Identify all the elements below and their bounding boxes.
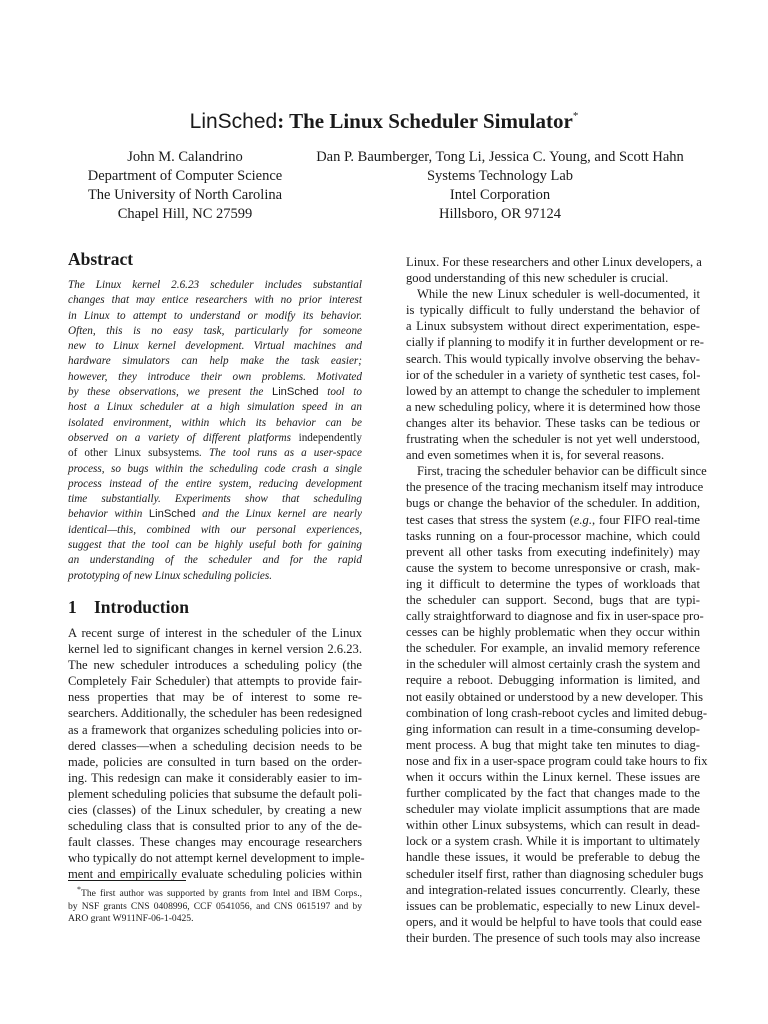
abstract-body [68,278,362,584]
abstract-fragment: behavior within [68,508,149,521]
body-fragment: test cases that stress the system ( [406,512,574,527]
body-line: nose and fix in a user-space program could take hours to fix [406,753,708,768]
body-line: search. This would typically involve observing the behav- [406,351,700,366]
right-column [406,254,708,946]
abstract-line: however, they introduce their own problems. Motivated [68,370,362,383]
paragraph [406,286,704,463]
body-line: First, tracing the scheduler behavior can be difficult since [417,464,707,479]
footnote [68,880,362,926]
abstract-line: process, so bugs within the scheduling code crash a single [68,462,362,475]
abstract-fragment: by these observations, we present the [68,386,272,399]
body-line: While the new Linux scheduler is well-documented, it [417,287,700,302]
body-line: further complicated by the fact that changes made to the [406,786,700,801]
body-line: opers, and it would be helpful to have tools that could ease [406,914,702,929]
abstract-line: new to Linux kernel development. Virtual machines and [68,340,362,353]
footnote-line: ARO grant W911NF-06-1-0425. [68,913,194,925]
footnote-rule [68,880,186,881]
body-fragment-italic: e.g. [573,512,592,527]
abstract-fragment: observed on a variety of different platforms [68,431,299,444]
body-line: combination of long crash-reboot cycles and limited debug- [406,705,708,720]
body-line: cally straightforward to diagnose and fix in user-space pro- [406,609,704,624]
intro-line: who typically do not attempt kernel development to imple- [68,851,365,866]
body-line: within other Linux subsystems, which can result in dead- [406,818,700,833]
body-line: tasks running on a four-processor machine, which could [406,528,700,543]
body-line: scheduler itself first, rather than diagnosing scheduler bugs [406,866,704,881]
paragraph [406,463,708,946]
body-line: cially if planning to modify it in further development or re- [406,335,704,350]
abstract-line: time substantially. Experiments show that scheduling [68,493,362,506]
paper-title [0,103,768,135]
intro-line: ness properties that may be of interest to some re- [68,690,362,705]
abstract-line [68,431,362,446]
abstract-line: host a Linux scheduler at a high simulation speed in an [68,401,362,414]
introduction-body [68,625,365,883]
body-line: prevent all other tasks from executing indefinitely) may [406,544,700,559]
body-line: good understanding of this new scheduler is crucial. [406,271,669,286]
author-affiliation-line: Chapel Hill, NC 27599 [117,206,253,222]
intro-line: Completely Fair Scheduler) that attempts to provide fair- [68,674,362,689]
abstract-line [68,507,362,522]
abstract-line: an understanding of the scheduler and for the rapid [68,554,362,567]
author-affiliation-line: Hillsboro, OR 97124 [438,206,562,222]
title-text: : The Linux Scheduler Simulator [277,109,573,133]
intro-line: The new scheduler introduces a scheduling policy (the [68,658,362,673]
body-line: ment process. A bug that might take ten minutes to diag- [406,737,700,752]
body-line: their burden. The presence of such tools may also increase [406,930,701,945]
author-affiliation-line: Department of Computer Science [87,168,283,184]
abstract-line: Often, this is no easy task, particularly for someone [68,324,362,337]
abstract-line: hardware simulators can help make the task easier; [68,355,362,368]
body-line: require a reboot. Debugging information is limited, and [406,673,700,688]
body-line: the presence of the tracing mechanism itself may introduce [406,480,704,495]
body-line: the scheduler can support. Second, bugs that are typi- [406,592,700,607]
author-affiliation-line: The University of North Carolina [87,187,283,203]
body-line: and even sometimes when it is, for several reasons. [406,448,665,463]
abstract-line [68,446,362,461]
abstract-line: process instead of the entire system, reducing development [68,477,362,490]
title-footnote-mark: * [572,110,579,122]
abstract-line: prototyping of new Linux scheduling policies. [68,569,273,582]
body-line: a Linux subsystem without direct experimentation, espe- [406,319,700,334]
body-line: scheduler may violate implicit assumptions that are made [406,802,700,817]
intro-line: dered classes—when a scheduling decision needs to be [68,738,362,753]
footnote-fragment: The first author was supported by grants from Intel and IBM Corps., [81,888,362,900]
footnote-line: by NSF grants CNS 0408996, CCF 0541056, and CNS 0615197 and by [68,900,362,912]
abstract-line: The Linux kernel 2.6.23 scheduler includes substantial [68,279,362,291]
body-line: lowed by an attempt to change the scheduler to implement [406,383,701,398]
body-line: ior of the scheduler in a variety of synthetic test cases, fol- [406,367,701,382]
abstract-line: identical—this, combined with our personal experiences, [68,523,362,536]
title-tool-name: LinSched [189,110,278,133]
intro-line: plement scheduling policies that subsume the default poli- [68,786,362,801]
section-title: Introduction [94,596,189,617]
author-affiliation-line: Intel Corporation [449,187,551,203]
intro-line: cies (classes) of the Linux scheduler, by creating a new [68,802,362,817]
body-line [406,512,700,528]
intro-line: searchers. Additionally, the scheduler has been redesigned [68,706,362,721]
author-block-left [60,148,310,224]
intro-line: made, policies are consulted in turn based on the order- [68,754,362,769]
body-line: frustrating when the scheduler is not yet well understood, [406,432,700,447]
body-line: the scheduler. For example, an invalid memory reference [406,641,700,656]
left-column [68,248,365,882]
abstract-line: isolated environment, within which its behavior can be [68,416,362,429]
body-line: cause the system to become unresponsive or crash, mak- [406,560,700,575]
paragraph [406,254,700,286]
abstract-fragment: . The tool runs as a user-space [199,447,362,460]
body-line: handle these issues, it would be preferable to debug the [406,850,700,865]
body-line: ging information can result in a time-consuming develop- [406,721,700,736]
body-line: is typically difficult to fully understand the behavior of [406,303,700,318]
author-block-right [298,148,702,224]
abstract-line: in Linux to attempt to understand or modify its behavior. [68,309,362,322]
abstract-fragment: of other Linux subsystems [68,447,200,460]
section-heading-introduction [68,596,362,618]
body-line: changes alter its behavior. These tasks can be tedious or [406,415,700,430]
abstract-line: changes that may entice researchers with no prior interest [68,294,362,307]
author-affiliation-line: Systems Technology Lab [426,168,574,184]
author-names: Dan P. Baumberger, Tong Li, Jessica C. Young, and Scott Hahn [316,149,684,165]
abstract-fragment: and the Linux kernel are nearly [195,508,362,521]
abstract-tool-name: LinSched [271,386,319,399]
intro-line: ing. This redesign can make it considerably easier to im- [68,770,362,785]
section-number: 1 [68,596,77,617]
abstract-fragment: tool to [327,386,363,399]
body-line: Linux. For these researchers and other Linux developers, a [406,255,702,269]
abstract-tool-name: LinSched [148,508,196,521]
intro-line: as a framework that organizes scheduling policies into or- [68,722,362,737]
intro-line: ment and empirically evaluate scheduling policies within [68,867,362,882]
body-line: when it occurs within the Linux kernel. These issues are [406,770,700,784]
intro-line: A recent surge of interest in the scheduler of the Linux [68,625,362,640]
footnote-line [68,884,362,901]
abstract-fragment: independently [298,431,362,444]
body-line: ing it difficult to determine the types of workloads that [406,576,700,591]
abstract-line [68,385,362,400]
body-line: lock or a system crash. While it is important to ultimately [406,834,700,849]
intro-line: scheduling class that is consulted prior to any of the de- [68,819,362,834]
footnote-mark: * [77,885,81,894]
abstract-heading: Abstract [68,249,134,269]
intro-line: fault classes. These changes may encourage researchers [68,835,362,850]
author-names: John M. Calandrino [127,149,243,165]
body-line: a new scheduling policy, where it is determined how those [406,399,701,414]
body-fragment: , four FIFO real-time [591,512,700,527]
body-line: issues can be problematic, especially to new Linux devel- [406,898,700,913]
body-line: and integration-related issues concurrently. Clearly, these [406,882,700,897]
body-line: not easily obtained or understood by a new developer. This [406,689,704,704]
abstract-line: suggest that the tool can be highly useful both for gaining [68,539,362,552]
intro-line: kernel led to significant changes in kernel version 2.6.23. [68,642,362,657]
body-line: cesses can be highly problematic when they occur within [406,625,700,640]
body-line: in the scheduler will almost certainly crash the system and [406,657,701,672]
body-line: bugs or change the behavior of the scheduler. In addition, [406,496,700,511]
